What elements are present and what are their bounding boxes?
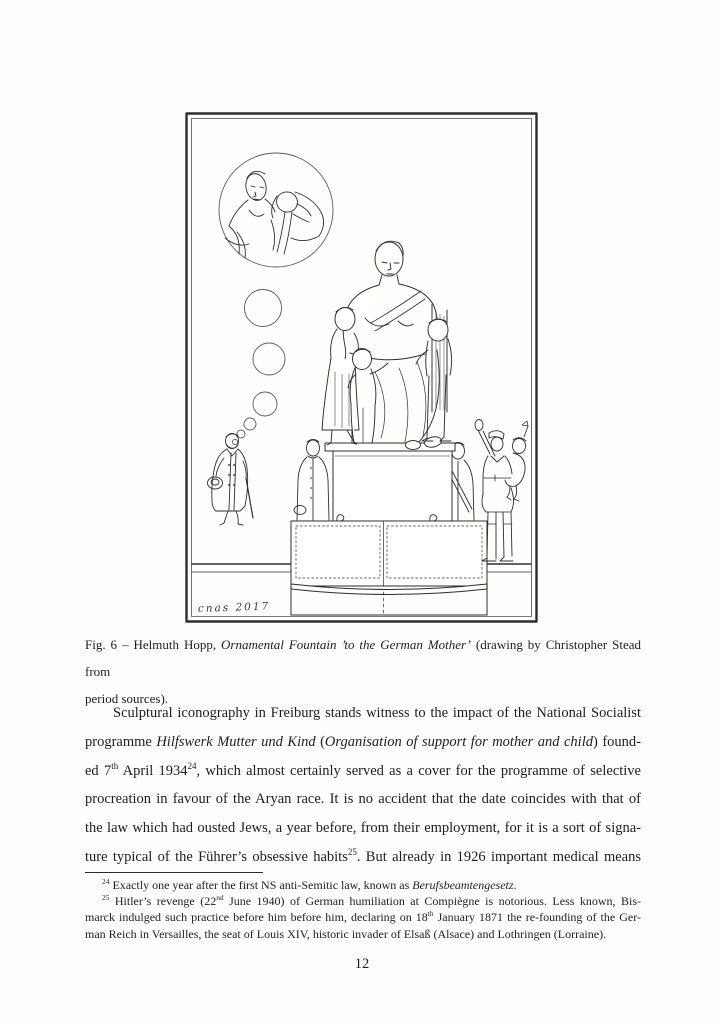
text-line: man Reich in Versailles, the seat of Louis XIV, historic invader of Elsaß (Alsace) and Lothringen (Lorraine).: [85, 926, 607, 941]
artist-signature: cnas 2017: [197, 600, 271, 615]
footnote-separator: [85, 872, 263, 873]
text-line: period sources).: [85, 691, 169, 706]
text-line: Sculptural iconography in Freiburg stands witness to the impact of the National Socialist: [113, 705, 641, 721]
fountain-drawing: [185, 112, 538, 623]
footnote-24: [85, 877, 641, 893]
thought-bubble-trail: [233, 290, 286, 445]
text-line: marck indulged such practice before him before him, declaring on 18th January 1871 the re-founding of the Ger-: [85, 909, 641, 925]
text-line: programme Hilfswerk Mutter und Kind (Organisation of support for mother and child) found-: [85, 733, 641, 750]
statue-mother-with-children: [322, 241, 452, 449]
statue-toddler-front: [348, 349, 388, 444]
text-line: ture typical of the Führer’s obsessive habits$^{25}$. But already in 1926 important medical means: [85, 847, 641, 865]
body-paragraph: [85, 699, 641, 872]
footnote-25: [85, 893, 641, 942]
text-line: Fig. 6 – Helmuth Hopp, Ornamental Fountain ’to the German Mother’ (drawing by Christopher Stead from: [85, 637, 641, 679]
text-line: $^{25}$ Hitler’s revenge (22nd June 1940) of German humiliation at Compiègne is notorious. Less known, Bis-: [102, 893, 641, 909]
bubble-mother-and-child: [225, 171, 324, 258]
text-line: the law which had ousted Jews, a year before, from their employment, for it is a sort of signa-: [85, 820, 641, 837]
walking-man: [208, 434, 254, 526]
bystander-left: [294, 440, 329, 521]
text-line: procreation in favour of the Aryan race. It is no accident that the date coincides with that of: [85, 791, 641, 808]
footnotes: [85, 877, 641, 942]
page-number: 12: [354, 956, 370, 972]
figure-panel: [185, 112, 538, 623]
thought-bubble: [219, 153, 333, 267]
text-line: $^{24}$ Exactly one year after the first NS anti-Semitic law, known as Berufsbeamtengesetz.: [102, 877, 517, 892]
statue-child-right: [416, 319, 452, 441]
text-line: ed 7th April 1934$^{24}$, which almost certainly served as a cover for the programme of selective: [85, 760, 641, 779]
